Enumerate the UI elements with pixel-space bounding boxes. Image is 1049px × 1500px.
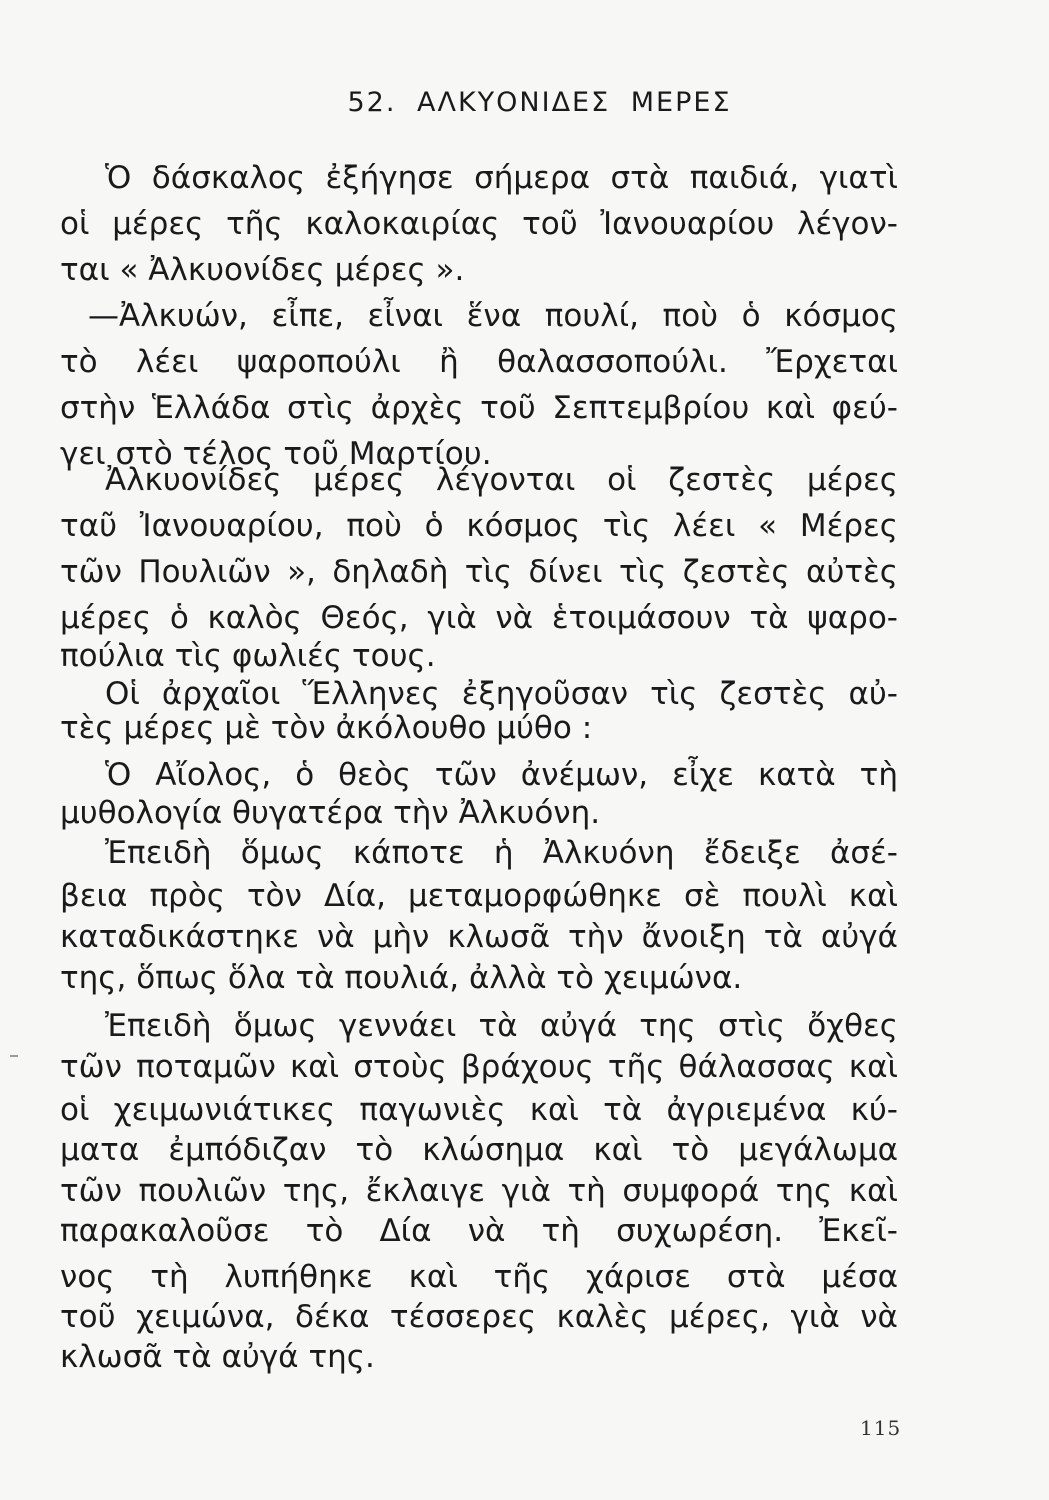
text-line: οἱ μέρες τῆς καλοκαιρίας τοῦ Ἰανουαρίου λέγον- bbox=[60, 206, 898, 242]
text-line: Ὁ Αἴολος, ὁ θεὸς τῶν ἀνέμων, εἶχε κατὰ τὴ bbox=[105, 757, 898, 793]
text-line: γει στὸ τέλος τοῦ Μαρτίου. bbox=[60, 436, 492, 472]
text-line: ται « Ἀλκυονίδες μέρες ». bbox=[60, 252, 465, 288]
text-line: τὲς μέρες μὲ τὸν ἀκόλουθο μύθο : bbox=[60, 710, 593, 746]
text-line: Ἐπειδὴ ὅμως κάποτε ἡ Ἀλκυόνη ἔδειξε ἀσέ- bbox=[105, 835, 898, 871]
text-line: μέρες ὁ καλὸς Θεός, γιὰ νὰ ἑτοιμάσουν τὰ ψαρο- bbox=[60, 600, 898, 636]
text-line: στὴν Ἑλλάδα στὶς ἀρχὲς τοῦ Σεπτεμβρίου καὶ φεύ- bbox=[60, 390, 898, 426]
text-line: παρακαλοῦσε τὸ Δία νὰ τὴ συχωρέση. Ἐκεῖ- bbox=[60, 1213, 898, 1249]
text-line: τῶν ποταμῶν καὶ στοὺς βράχους τῆς θάλασσας καὶ bbox=[60, 1049, 898, 1085]
text-line: τῶν Πουλιῶν », δηλαδὴ τὶς δίνει τὶς ζεστὲς αὐτὲς bbox=[60, 554, 898, 590]
text-line: νος τὴ λυπήθηκε καὶ τῆς χάρισε στὰ μέσα bbox=[60, 1259, 898, 1295]
text-line: —Ἀλκυών, εἶπε, εἶναι ἕνα πουλί, ποὺ ὁ κόσμος bbox=[88, 298, 898, 334]
text-line: καταδικάστηκε νὰ μὴν κλωσᾶ τὴν ἄνοιξη τὰ αὐγά bbox=[60, 919, 898, 955]
text-line: βεια πρὸς τὸν Δία, μεταμορφώθηκε σὲ πουλὶ καὶ bbox=[60, 878, 898, 914]
text-line: Οἱ ἀρχαῖοι Ἕλληνες ἐξηγοῦσαν τὶς ζεστὲς αὐ- bbox=[105, 676, 898, 712]
page-number: 115 bbox=[860, 1416, 902, 1440]
text-line: πούλια τὶς φωλιές τους. bbox=[60, 638, 436, 674]
text-line: Ἐπειδὴ ὅμως γεννάει τὰ αὐγά της στὶς ὄχθες bbox=[105, 1008, 898, 1044]
text-line: της, ὅπως ὅλα τὰ πουλιά, ἀλλὰ τὸ χειμώνα. bbox=[60, 960, 743, 996]
chapter-heading: 52. ΑΛΚΥΟΝΙΔΕΣ ΜΕΡΕΣ bbox=[347, 87, 732, 118]
text-line: μυθολογία θυγατέρα τὴν Ἀλκυόνη. bbox=[60, 795, 601, 831]
text-line: κλωσᾶ τὰ αὐγά της. bbox=[60, 1339, 375, 1375]
text-line: Ὁ δάσκαλος ἐξήγησε σήμερα στὰ παιδιά, γιατὶ bbox=[105, 160, 898, 196]
text-line: τὸ λέει ψαροπούλι ἢ θαλασσοπούλι. Ἔρχεται bbox=[60, 344, 898, 380]
text-line: ταῦ Ἰανουαρίου, ποὺ ὁ κόσμος τὶς λέει « Μέρες bbox=[60, 508, 898, 544]
text-line: ματα ἐμπόδιζαν τὸ κλώσημα καὶ τὸ μεγάλωμα bbox=[60, 1132, 898, 1168]
text-line: τοῦ χειμώνα, δέκα τέσσερες καλὲς μέρες, γιὰ νὰ bbox=[60, 1299, 898, 1335]
text-line: τῶν πουλιῶν της, ἔκλαιγε γιὰ τὴ συμφορά της καὶ bbox=[60, 1173, 898, 1209]
scan-speck bbox=[10, 1055, 18, 1057]
text-line: οἱ χειμωνιάτικες παγωνιὲς καὶ τὰ ἀγριεμένα κύ- bbox=[60, 1092, 898, 1128]
text-line: Ἀλκυονίδες μέρες λέγονται οἱ ζεστὲς μέρες bbox=[105, 462, 898, 498]
